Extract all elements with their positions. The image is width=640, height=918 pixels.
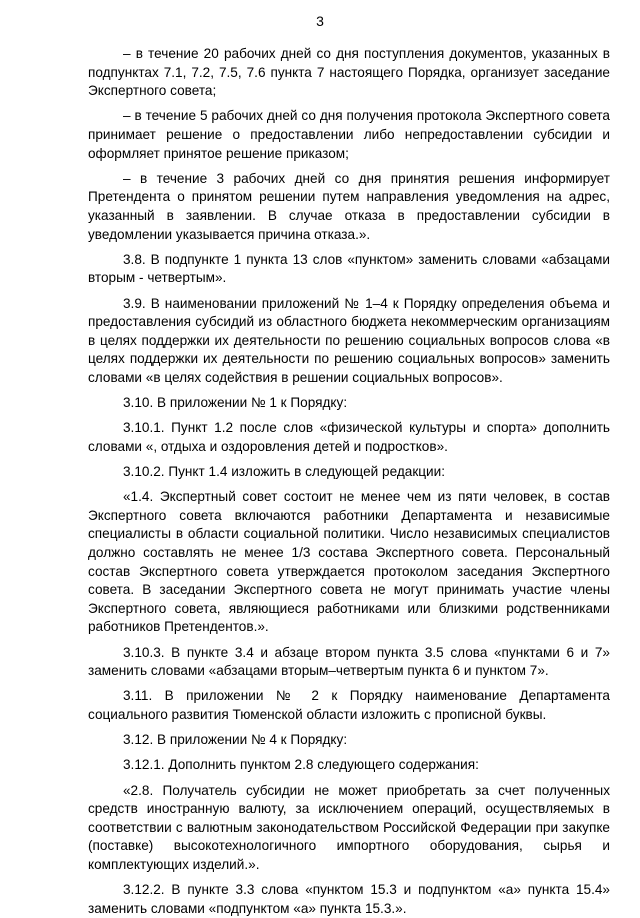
- paragraph: – в течение 5 рабочих дней со дня получения протокола Экспертного совета принимает решение о предоставлении либо непредоставлении субсидии и оформляет принятое решение приказом;: [88, 108, 610, 161]
- paragraph: 3.12.2. В пункте 3.3 слова «пунктом 15.3 и подпунктом «а» пункта 15.4» заменить словами «подпунктом «а» пункта 15.3.».: [88, 882, 610, 916]
- paragraph: – в течение 3 рабочих дней со дня принятия решения информирует Претендента о принятом решении путем направления уведомления на адрес, указанный в заявлении. В случае отказа в предоставлении субсидии в уведомлении указывается причина отказа.».: [88, 170, 610, 242]
- document-body: [88, 45, 610, 918]
- paragraph: 3.10.2. Пункт 1.4 изложить в следующей редакции:: [123, 464, 446, 480]
- paragraph: 3.8. В подпункте 1 пункта 13 слов «пунктом» заменить словами «абзацами вторым - четвертым».: [88, 251, 610, 286]
- paragraph: 3.10.1. Пункт 1.2 после слов «физической культуры и спорта» дополнить словами «, отдыха и оздоровления детей и подростков».: [88, 420, 610, 454]
- paragraph: 3.10.3. В пункте 3.4 и абзаце втором пункта 3.5 слова «пунктами 6 и 7» заменить словами «абзацами вторым–четвертым пункта 6 и пунктом 7».: [88, 644, 610, 679]
- paragraph: 3.10. В приложении № 1 к Порядку:: [123, 395, 348, 411]
- paragraph: 3.11. В приложении № 2 к Порядку наименование Департамента социального развития Тюменской области изложить с прописной буквы.: [88, 688, 610, 722]
- page-number: 3: [316, 13, 324, 29]
- paragraph: – в течение 20 рабочих дней со дня поступления документов, указанных в подпунктах 7.1, 7.2, 7.5, 7.6 пункта 7 настоящего Порядка, организует заседание Экспертного совета;: [88, 46, 610, 99]
- paragraph: 3.9. В наименовании приложений № 1–4 к Порядку определения объема и предоставления субсидий из областного бюджета некоммерческим организациям в целях поддержки их деятельности по решению социальных вопросов слова «в целях поддержки их деятельности по решению социальных вопросов» заменить словами «в целях содействия в решении социальных вопросов».: [88, 295, 610, 385]
- paragraph: 3.12.1. Дополнить пунктом 2.8 следующего содержания:: [123, 757, 479, 773]
- paragraph: 3.12. В приложении № 4 к Порядку:: [123, 732, 348, 748]
- paragraph: «2.8. Получатель субсидии не может приобретать за счет полученных средств иностранную валюту, за исключением операций, осуществляемых в соответствии с валютным законодательством Российской Федерации при закупке (поставке) высокотехнологичного импортного оборудования, сырья и комплектующих изделий.».: [88, 782, 610, 872]
- paragraph: «1.4. Экспертный совет состоит не менее чем из пяти человек, в состав Экспертного совета включаются работники Департамента и независимые специалисты в области социальной политики. Число независимых специалистов должно составлять не менее 1/3 состава Экспертного совета. Персональный состав Экспертного совета утверждается протоколом заседания Экспертного совета. В заседании Экспертного совета не могут принимать участие члены Экспертного совета, являющиеся работниками или близкими родственниками работников Претендентов.».: [88, 489, 610, 635]
